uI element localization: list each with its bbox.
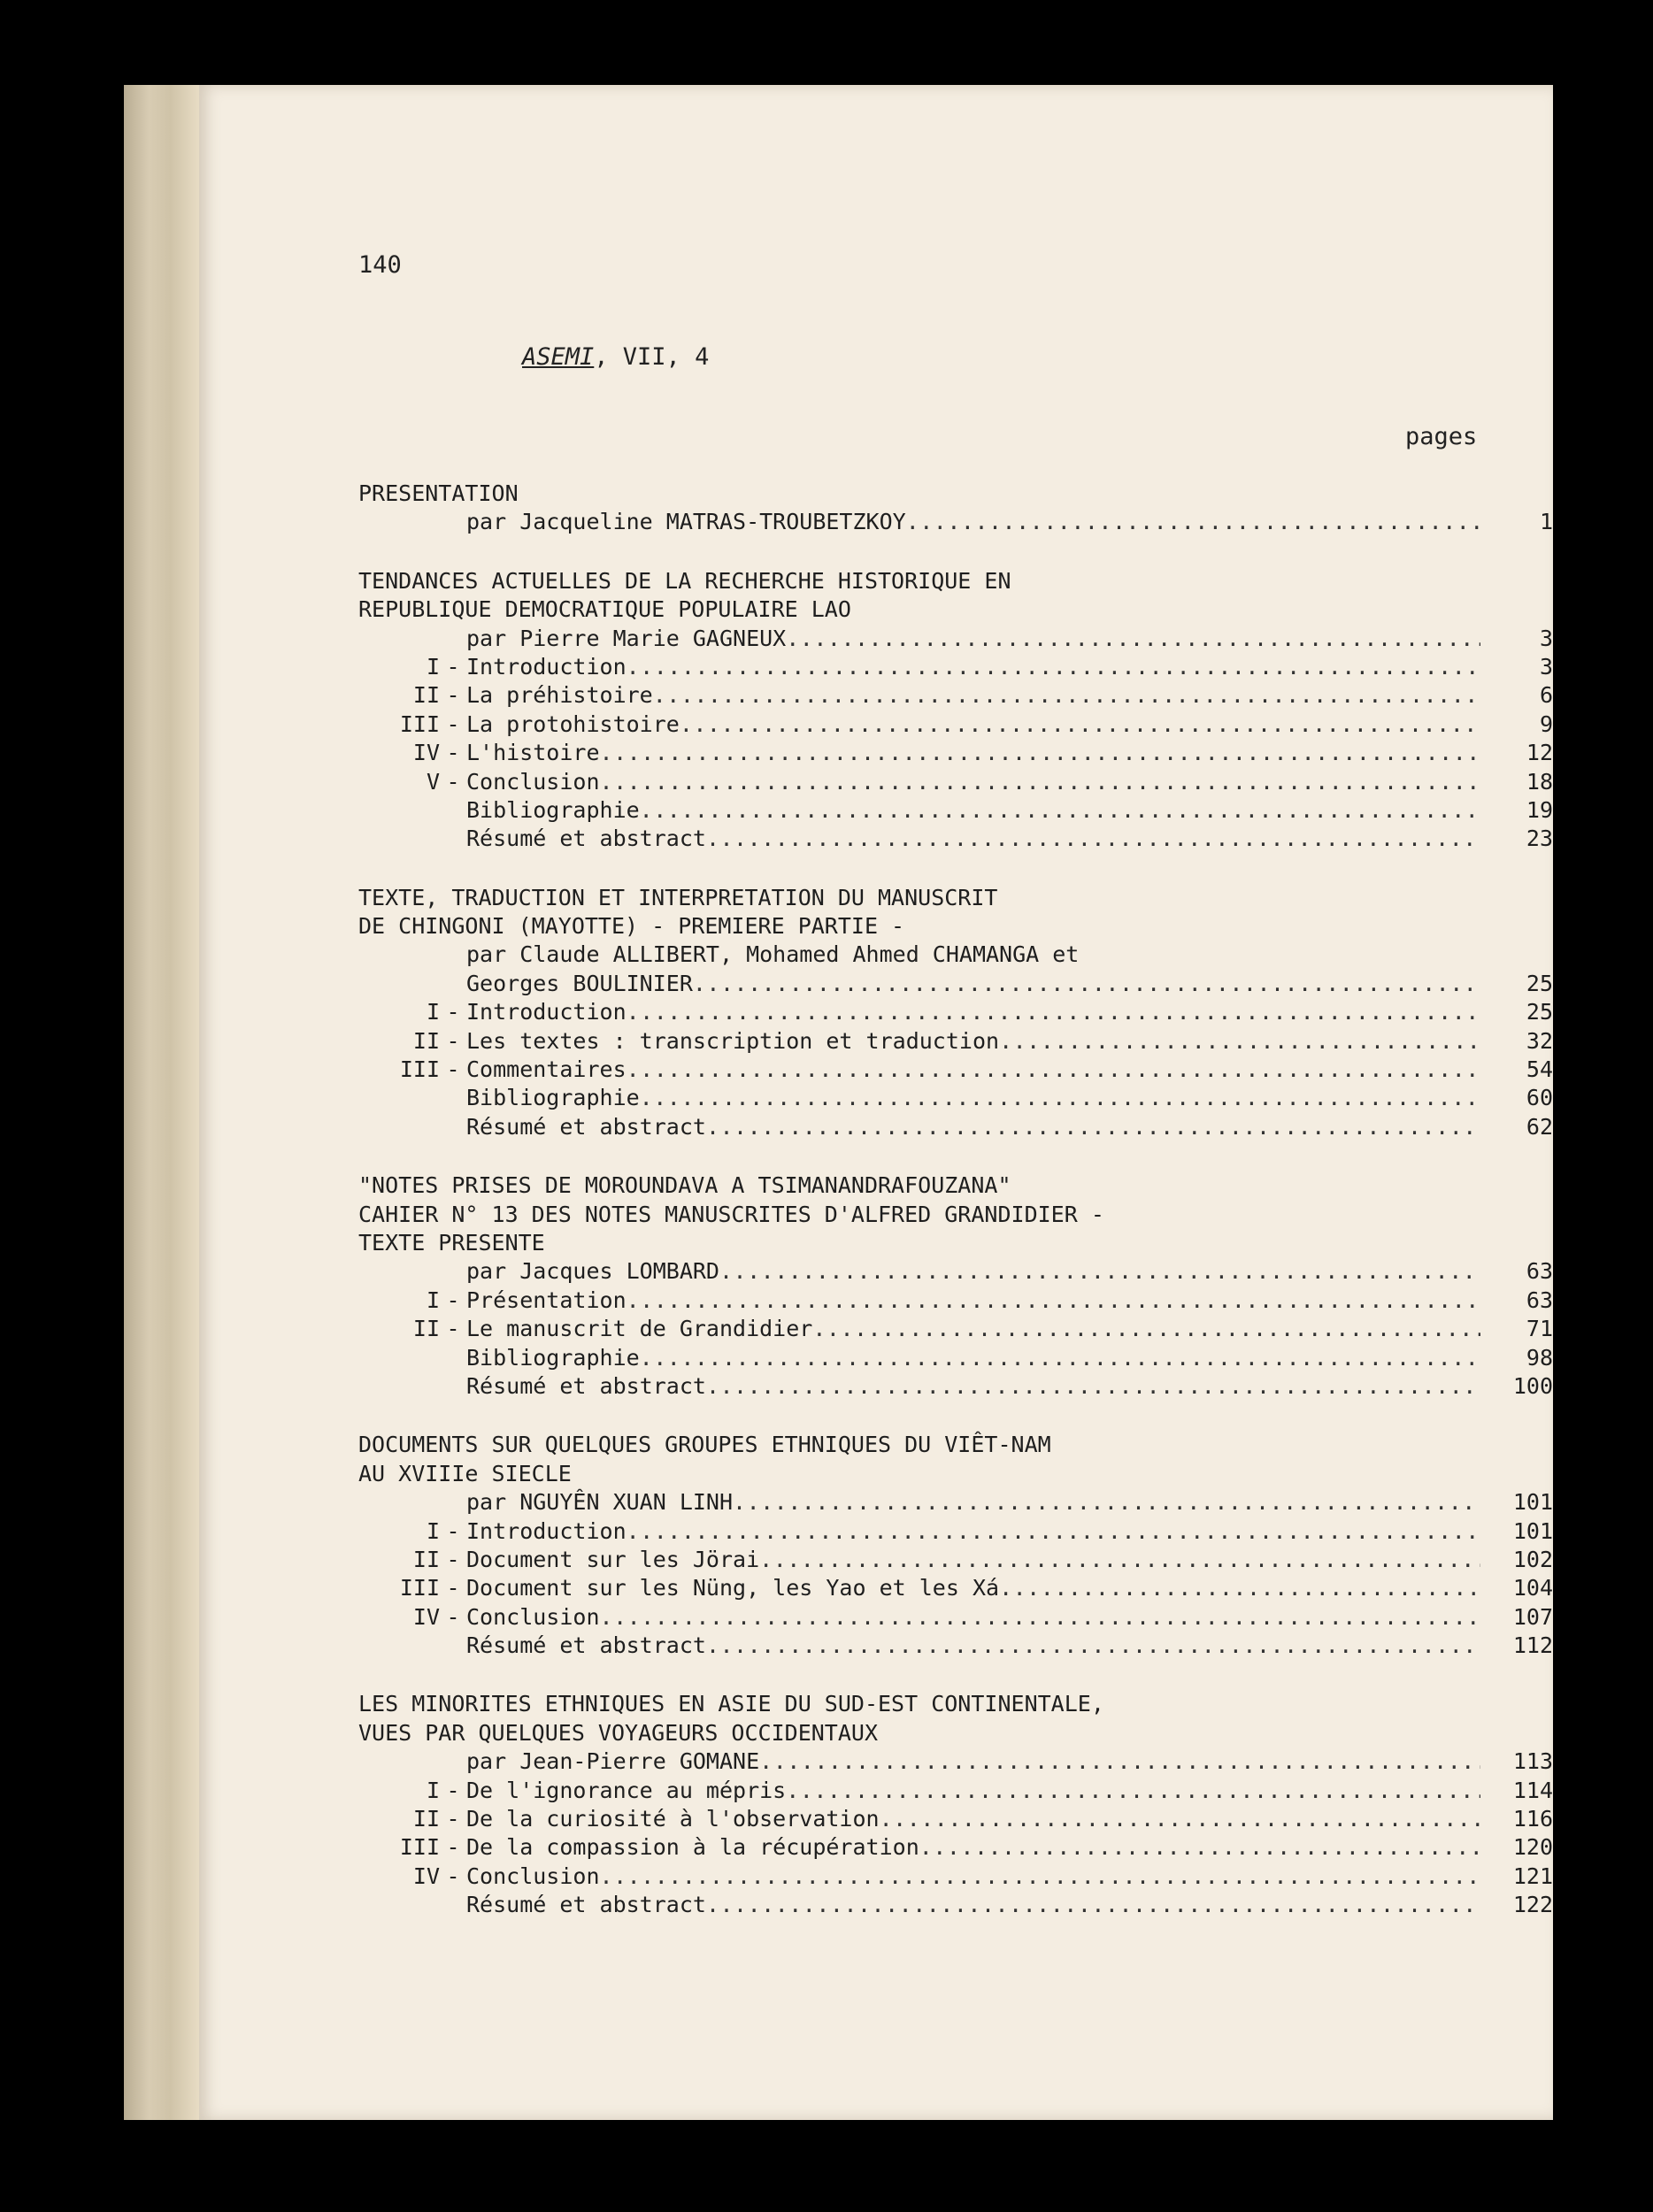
entry-dash: - xyxy=(446,653,460,680)
entry-page-number: 102 xyxy=(1512,1546,1553,1572)
section-title-line: PRESENTATION xyxy=(358,480,519,506)
entry-page-number: 100 xyxy=(1512,1372,1553,1399)
entry-roman-numeral: I xyxy=(426,1517,440,1544)
entry-page-number: 121 xyxy=(1512,1863,1553,1889)
dot-leader xyxy=(640,796,1480,825)
dot-leader xyxy=(706,825,1480,853)
dot-leader xyxy=(600,1603,1480,1632)
entry-text: Conclusion xyxy=(466,1863,600,1889)
entry-page-number: 60 xyxy=(1526,1085,1553,1111)
dot-leader xyxy=(906,508,1480,536)
entry-page-number: 114 xyxy=(1512,1777,1553,1803)
toc-entry xyxy=(358,625,1553,653)
dot-leader xyxy=(627,653,1480,681)
page-number: 140 xyxy=(358,251,402,279)
entry-dash: - xyxy=(446,1286,460,1313)
entry-text: Bibliographie xyxy=(466,796,640,823)
entry-text: par Jacqueline MATRAS-TROUBETZKOY xyxy=(466,509,906,535)
entry-roman-numeral: I xyxy=(426,653,440,680)
entry-page-number: 23 xyxy=(1526,826,1553,852)
section-gap xyxy=(358,1401,1553,1431)
dot-leader xyxy=(693,970,1480,998)
toc-entry xyxy=(358,1603,1553,1632)
entry-dash: - xyxy=(446,1834,460,1861)
entry-roman-numeral: V xyxy=(426,768,440,795)
toc-section xyxy=(358,567,1553,854)
toc-entry xyxy=(358,653,1553,681)
toc-entry xyxy=(358,1372,1553,1401)
page-edge xyxy=(124,85,208,2120)
section-gap xyxy=(358,1141,1553,1171)
entry-page-number: 18 xyxy=(1526,768,1553,795)
entry-dash: - xyxy=(446,740,460,766)
entry-text: Présentation xyxy=(466,1286,627,1313)
entry-roman-numeral: IV xyxy=(412,1603,440,1630)
entry-text: Résumé et abstract xyxy=(466,826,706,852)
dot-leader xyxy=(627,1517,1480,1546)
toc-entry xyxy=(358,1777,1553,1805)
entry-page-number: 19 xyxy=(1526,796,1553,823)
entry-dash: - xyxy=(446,1316,460,1342)
entry-roman-numeral: I xyxy=(426,1777,440,1803)
toc-entry xyxy=(358,1546,1553,1574)
entry-page-number: 101 xyxy=(1512,1517,1553,1544)
toc-entry xyxy=(358,1747,1553,1776)
entry-roman-numeral: IV xyxy=(412,740,440,766)
entry-roman-numeral: I xyxy=(426,999,440,1025)
dot-leader xyxy=(733,1488,1480,1517)
dot-leader xyxy=(880,1805,1480,1833)
toc-section xyxy=(358,1690,1553,1919)
entry-text: La protohistoire xyxy=(466,710,680,737)
dot-leader xyxy=(719,1257,1480,1286)
dot-leader xyxy=(786,625,1480,653)
entry-page-number: 62 xyxy=(1526,1113,1553,1140)
section-title-line: TEXTE PRESENTE xyxy=(358,1229,545,1256)
entry-text: Bibliographie xyxy=(466,1344,640,1371)
toc-entry xyxy=(358,1805,1553,1833)
dot-leader xyxy=(812,1315,1480,1343)
entry-text: La préhistoire xyxy=(466,682,653,709)
entry-roman-numeral: III xyxy=(399,1834,440,1861)
toc-entry xyxy=(358,1084,1553,1112)
toc-entry xyxy=(358,1891,1553,1919)
entry-text: De la compassion à la récupération xyxy=(466,1834,919,1861)
running-header xyxy=(522,342,709,373)
pages-column-label: pages xyxy=(1405,423,1478,450)
toc-entry xyxy=(358,1574,1553,1602)
toc-entry xyxy=(358,1488,1553,1517)
journal-title: ASEMI xyxy=(522,343,595,371)
entry-dash: - xyxy=(446,999,460,1025)
entry-roman-numeral: III xyxy=(399,1056,440,1083)
entry-page-number: 12 xyxy=(1526,740,1553,766)
toc-entry xyxy=(358,998,1553,1026)
section-gap xyxy=(358,854,1553,884)
entry-dash: - xyxy=(446,1603,460,1630)
dot-leader xyxy=(706,1632,1480,1660)
entry-text: par Jacques LOMBARD xyxy=(466,1258,719,1285)
entry-text: Résumé et abstract xyxy=(466,1892,706,1918)
entry-text: Introduction xyxy=(466,1517,627,1544)
entry-text: Conclusion xyxy=(466,768,600,795)
entry-text: par NGUYÊN XUAN LINH xyxy=(466,1489,734,1516)
entry-text: Commentaires xyxy=(466,1056,627,1083)
entry-page-number: 116 xyxy=(1512,1806,1553,1832)
toc-entry xyxy=(358,796,1553,825)
section-title-line: LES MINORITES ETHNIQUES EN ASIE DU SUD-EST CONTINENTALE, xyxy=(358,1691,1104,1717)
toc-section xyxy=(358,884,1553,1142)
dot-leader xyxy=(600,768,1480,796)
entry-page-number: 107 xyxy=(1512,1603,1553,1630)
entry-page-number: 63 xyxy=(1526,1286,1553,1313)
section-title-line: "NOTES PRISES DE MOROUNDAVA A TSIMANANDRAFOUZANA" xyxy=(358,1172,1011,1199)
toc-entry xyxy=(358,768,1553,796)
entry-page-number: 3 xyxy=(1539,653,1553,680)
journal-volume: , VII, 4 xyxy=(594,343,710,371)
dot-leader xyxy=(706,1891,1480,1919)
entry-roman-numeral: II xyxy=(412,682,440,709)
entry-page-number: 63 xyxy=(1526,1258,1553,1285)
table-of-contents xyxy=(358,480,1553,1920)
toc-entry xyxy=(358,1027,1553,1056)
entry-dash: - xyxy=(446,1806,460,1832)
entry-text: par Pierre Marie GAGNEUX xyxy=(466,625,787,651)
toc-section xyxy=(358,1171,1553,1401)
entry-page-number: 120 xyxy=(1512,1834,1553,1861)
dot-leader xyxy=(759,1747,1480,1776)
dot-leader xyxy=(706,1372,1480,1401)
entry-text: Document sur les Nüng, les Yao et les Xá xyxy=(466,1575,1000,1601)
toc-section xyxy=(358,480,1553,537)
entry-text: Résumé et abstract xyxy=(466,1372,706,1399)
entry-page-number: 25 xyxy=(1526,999,1553,1025)
toc-entry xyxy=(358,681,1553,710)
author-text: par Claude ALLIBERT, Mohamed Ahmed CHAMANGA et xyxy=(466,941,1080,968)
entry-text: Bibliographie xyxy=(466,1085,640,1111)
toc-entry xyxy=(358,1056,1553,1084)
entry-text: Georges BOULINIER xyxy=(466,970,693,996)
entry-text: Le manuscrit de Grandidier xyxy=(466,1316,813,1342)
entry-page-number: 112 xyxy=(1512,1632,1553,1659)
entry-page-number: 32 xyxy=(1526,1027,1553,1054)
toc-entry xyxy=(358,1286,1553,1315)
entry-dash: - xyxy=(446,682,460,709)
entry-dash: - xyxy=(446,1777,460,1803)
entry-roman-numeral: III xyxy=(399,710,440,737)
entry-text: Résumé et abstract xyxy=(466,1632,706,1659)
entry-page-number: 101 xyxy=(1512,1489,1553,1516)
entry-page-number: 71 xyxy=(1526,1316,1553,1342)
entry-text: L'histoire xyxy=(466,740,600,766)
dot-leader xyxy=(706,1113,1480,1141)
toc-entry xyxy=(358,1344,1553,1372)
dot-leader xyxy=(680,710,1480,739)
entry-dash: - xyxy=(446,1546,460,1572)
section-title-line: TENDANCES ACTUELLES DE LA RECHERCHE HISTORIQUE EN xyxy=(358,567,1011,594)
entry-dash: - xyxy=(446,1863,460,1889)
section-title-line: DE CHINGONI (MAYOTTE) - PREMIERE PARTIE - xyxy=(358,913,905,940)
entry-page-number: 98 xyxy=(1526,1344,1553,1371)
dot-leader xyxy=(627,1056,1480,1084)
toc-entry xyxy=(358,739,1553,767)
toc-entry xyxy=(358,1632,1553,1660)
toc-entry xyxy=(358,1113,1553,1141)
dot-leader xyxy=(640,1084,1480,1112)
entry-text: par Jean-Pierre GOMANE xyxy=(466,1748,760,1775)
dot-leader xyxy=(786,1777,1480,1805)
entry-dash: - xyxy=(446,710,460,737)
section-author-line xyxy=(358,941,1553,969)
toc-entry xyxy=(358,1863,1553,1891)
dot-leader xyxy=(600,1863,1480,1891)
section-title-line: CAHIER N° 13 DES NOTES MANUSCRITES D'ALFRED GRANDIDIER - xyxy=(358,1201,1104,1227)
entry-dash: - xyxy=(446,768,460,795)
entry-page-number: 1 xyxy=(1539,509,1553,535)
dot-leader xyxy=(759,1546,1480,1574)
entry-roman-numeral: II xyxy=(412,1546,440,1572)
entry-page-number: 3 xyxy=(1539,625,1553,651)
entry-text: Résumé et abstract xyxy=(466,1113,706,1140)
section-title-line: DOCUMENTS SUR QUELQUES GROUPES ETHNIQUES DU VIÊT-NAM xyxy=(358,1432,1051,1458)
toc-entry xyxy=(358,1257,1553,1286)
entry-dash: - xyxy=(446,1027,460,1054)
toc-entry xyxy=(358,508,1553,536)
toc-entry xyxy=(358,710,1553,739)
section-gap xyxy=(358,1660,1553,1690)
entry-page-number: 9 xyxy=(1539,710,1553,737)
section-title-line: AU XVIIIe SIECLE xyxy=(358,1460,572,1486)
entry-text: De la curiosité à l'observation xyxy=(466,1806,880,1832)
toc-entry xyxy=(358,825,1553,853)
toc-entry xyxy=(358,1315,1553,1343)
entry-page-number: 104 xyxy=(1512,1575,1553,1601)
entry-page-number: 113 xyxy=(1512,1748,1553,1775)
entry-roman-numeral: III xyxy=(399,1575,440,1601)
section-gap xyxy=(358,537,1553,567)
dot-leader xyxy=(640,1344,1480,1372)
book-page xyxy=(199,85,1553,2120)
section-title-line: TEXTE, TRADUCTION ET INTERPRETATION DU MANUSCRIT xyxy=(358,884,998,910)
entry-page-number: 54 xyxy=(1526,1056,1553,1083)
dot-leader xyxy=(600,739,1480,767)
entry-text: Les textes : transcription et traduction xyxy=(466,1027,1000,1054)
entry-roman-numeral: II xyxy=(412,1027,440,1054)
entry-roman-numeral: I xyxy=(426,1286,440,1313)
dot-leader xyxy=(999,1027,1480,1056)
dot-leader xyxy=(919,1833,1480,1862)
section-title-line: REPUBLIQUE DEMOCRATIQUE POPULAIRE LAO xyxy=(358,596,851,623)
entry-dash: - xyxy=(446,1517,460,1544)
toc-entry xyxy=(358,1833,1553,1862)
entry-roman-numeral: II xyxy=(412,1806,440,1832)
entry-roman-numeral: II xyxy=(412,1316,440,1342)
entry-page-number: 25 xyxy=(1526,970,1553,996)
entry-dash: - xyxy=(446,1575,460,1601)
section-title-line: VUES PAR QUELQUES VOYAGEURS OCCIDENTAUX xyxy=(358,1719,878,1746)
entry-text: Introduction xyxy=(466,999,627,1025)
dot-leader xyxy=(999,1574,1480,1602)
entry-roman-numeral: IV xyxy=(412,1863,440,1889)
toc-section xyxy=(358,1431,1553,1660)
dot-leader xyxy=(627,998,1480,1026)
entry-dash: - xyxy=(446,1056,460,1083)
entry-text: Document sur les Jörai xyxy=(466,1546,760,1572)
dot-leader xyxy=(653,681,1480,710)
entry-text: Introduction xyxy=(466,653,627,680)
toc-entry xyxy=(358,970,1553,998)
entry-page-number: 122 xyxy=(1512,1892,1553,1918)
toc-entry xyxy=(358,1517,1553,1546)
entry-page-number: 6 xyxy=(1539,682,1553,709)
dot-leader xyxy=(627,1286,1480,1315)
entry-text: De l'ignorance au mépris xyxy=(466,1777,787,1803)
entry-text: Conclusion xyxy=(466,1603,600,1630)
